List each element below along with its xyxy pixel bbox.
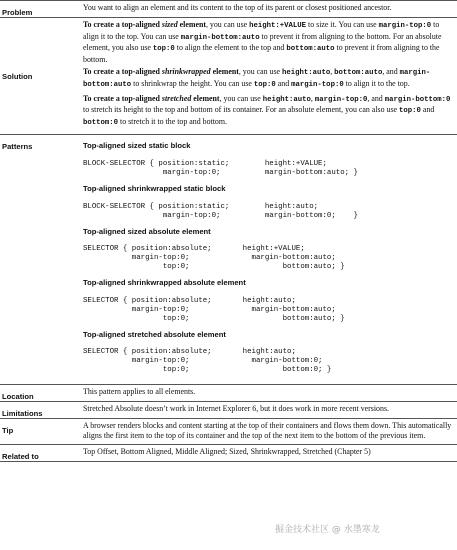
pattern-title: Top-aligned sized absolute element <box>83 226 211 236</box>
pattern-code: SELECTOR { position:absolute; height:auto; margin-top:0; margin-bottom:0; top:0; bottom:0; } <box>83 348 332 375</box>
limitations-row <box>0 402 457 419</box>
pattern-title: Top-aligned stretched absolute element <box>83 329 226 339</box>
solution-content <box>78 18 457 135</box>
tip-text: A browser renders blocks and content starting at the top of their containers and flows them down. This automatically aligns the first item to the top of its container and the top of the next item to the bottom of the previous item. <box>83 421 452 440</box>
limitations-label: Limitations <box>2 409 43 419</box>
tip-label: Tip <box>2 426 14 436</box>
problem-row <box>0 1 457 18</box>
pattern-title: Top-aligned shrinkwrapped static block <box>83 183 226 193</box>
solution-label: Solution <box>2 71 33 81</box>
related-row <box>0 444 457 461</box>
location-label: Location <box>2 392 34 402</box>
solution-stretched-paragraph: To create a top-aligned stretched element, you can use height:auto, margin-top:0, and margin-bottom:0 to stretch its height to the top and bottom of its container. For an absolute element, you can also use top:0 and bottom:0 to stretch it to the top and bottom. <box>83 93 451 127</box>
location-row <box>0 385 457 402</box>
solution-row <box>0 18 457 135</box>
solution-sized-paragraph: To create a top-aligned sized element, you can use height:+VALUE to size it. You can use margin-top:0 to align it to the top. You can use margin-bottom:auto to prevent it from aligning to the bottom. For an absolute element, you also use top:0 to align the element to the top and bottom:auto to prevent it from aligning to the bottom. <box>83 20 442 64</box>
pattern-title: Top-aligned shrinkwrapped absolute element <box>83 278 246 288</box>
tip-row <box>0 419 457 444</box>
pattern-code: SELECTOR { position:absolute; height:+VALUE; margin-top:0; margin-bottom:auto; top:0; bottom:auto; } <box>83 245 345 272</box>
related-label: Related to <box>2 451 39 461</box>
pattern-code: BLOCK-SELECTOR { position:static; height:auto; margin-top:0; margin-bottom:0; } <box>83 202 358 220</box>
pattern-code: BLOCK-SELECTOR { position:static; height:+VALUE; margin-top:0; margin-bottom:auto; } <box>83 159 358 177</box>
problem-text: You want to align an element and its content to the top of its parent or closest positioned ancestor. <box>83 3 392 12</box>
limitations-text: Stretched Absolute doesn’t work in Internet Explorer 6, but it does work in more recent versions. <box>83 404 389 414</box>
patterns-row <box>0 135 457 385</box>
patterns-content <box>78 135 457 385</box>
pattern-code: SELECTOR { position:absolute; height:auto; margin-top:0; margin-bottom:auto; top:0; bottom:auto; } <box>83 296 345 323</box>
problem-label: Problem <box>2 8 33 17</box>
watermark-text: 掘金技术社区 @ 水墨寒龙 <box>275 525 380 535</box>
solution-shrinkwrapped-paragraph: To create a top-aligned shrinkwrapped element, you can use height:auto, bottom:auto, and margin-bottom:auto to shrinkwrap the height. You can use top:0 and margin-top:0 to align it to the top. <box>83 67 431 89</box>
patterns-label: Patterns <box>2 142 33 152</box>
related-text: Top Offset, Bottom Aligned, Middle Aligned; Sized, Shrinkwrapped, Stretched (Chapter 5) <box>83 446 371 456</box>
location-text: This pattern applies to all elements. <box>83 387 196 397</box>
pattern-title: Top-aligned sized static block <box>83 141 191 151</box>
